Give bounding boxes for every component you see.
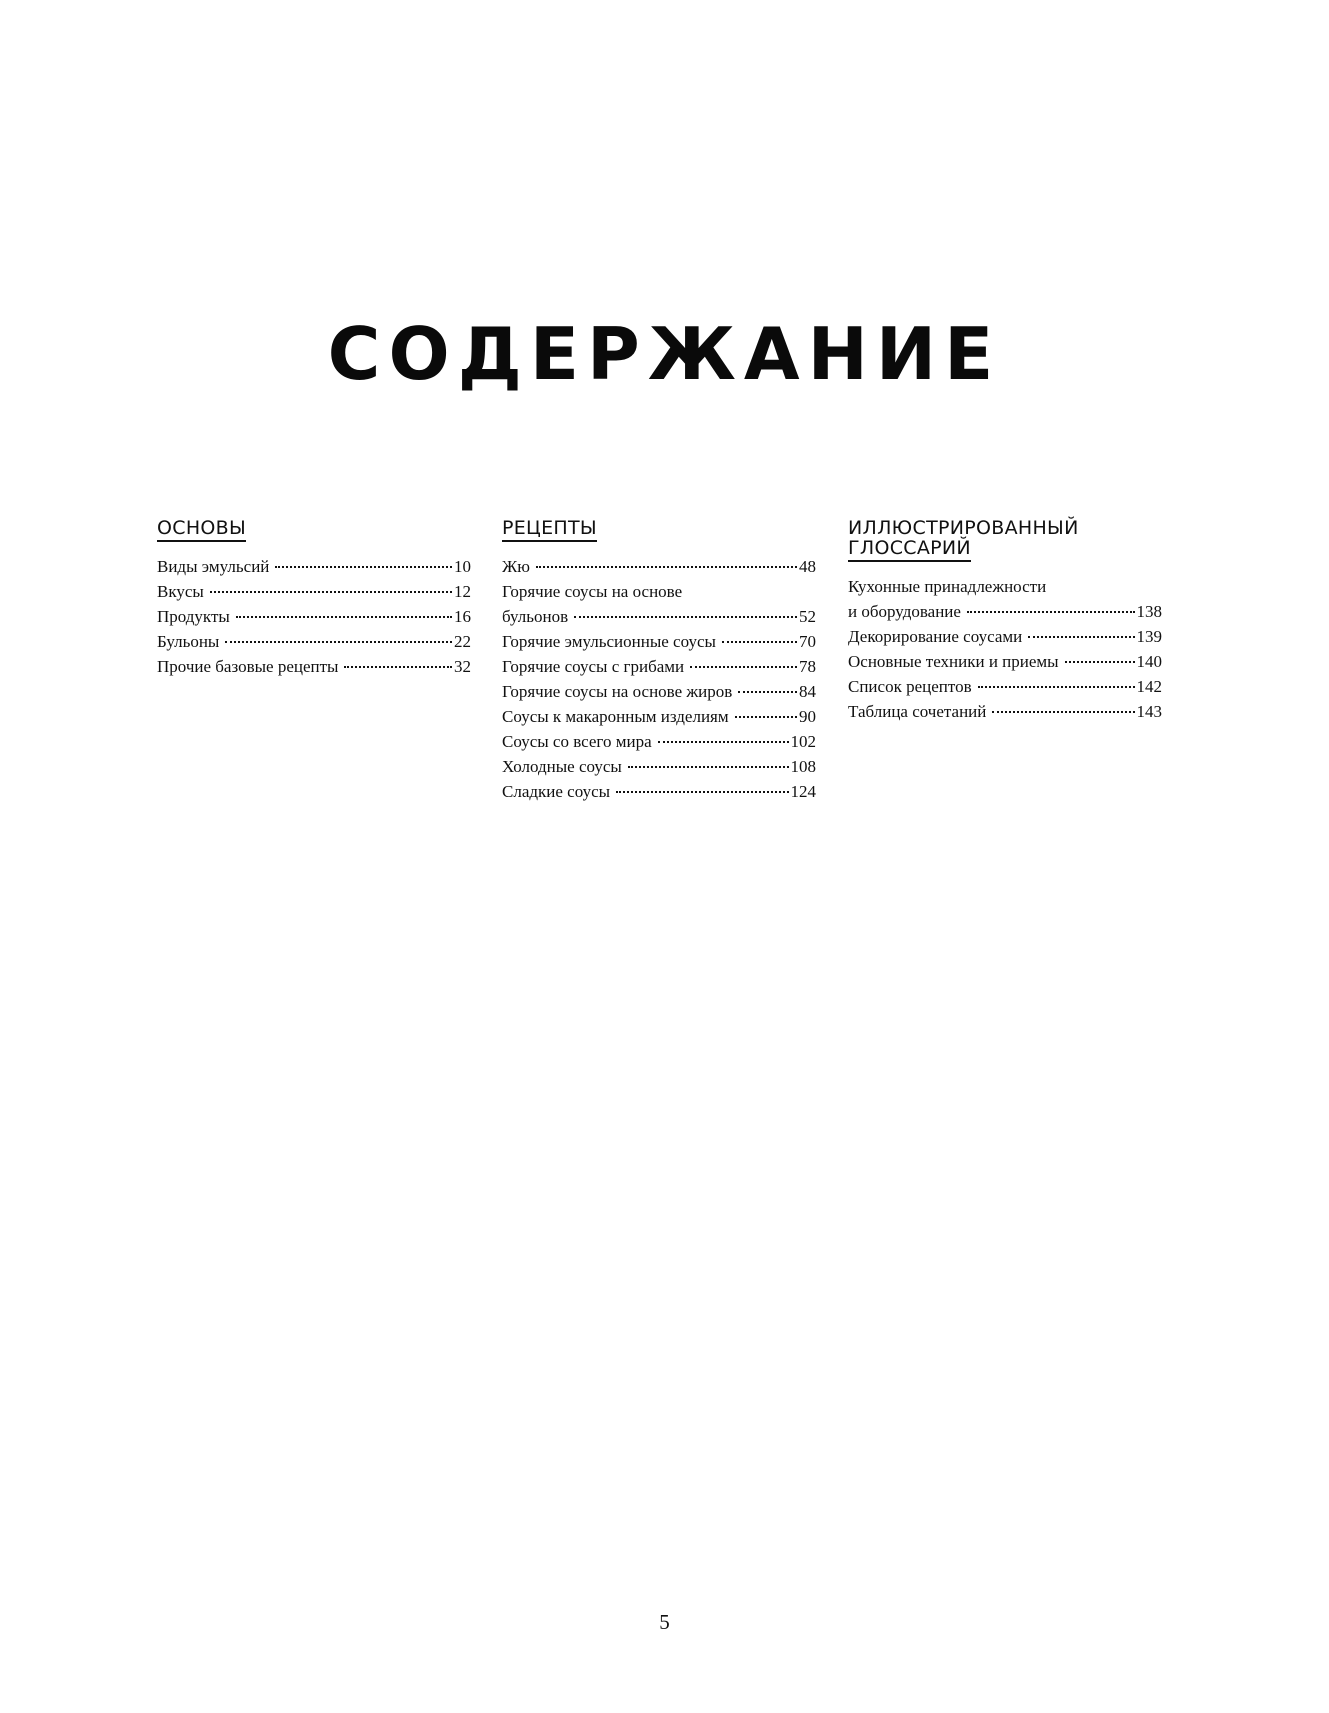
entry-title: Виды эмульсий	[157, 557, 270, 576]
page-title: СОДЕРЖАНИЕ	[327, 312, 1002, 396]
toc-entry[interactable]	[502, 754, 816, 779]
toc-entry[interactable]	[502, 729, 816, 754]
toc-entry[interactable]	[848, 699, 1162, 724]
entry-title: Жю	[502, 557, 530, 576]
entry-page-number: 84	[799, 682, 816, 701]
toc-entry[interactable]	[848, 574, 1162, 624]
entry-page-number: 138	[1136, 602, 1162, 621]
toc-list	[848, 574, 1162, 724]
entry-title: Список рецептов	[848, 677, 972, 696]
entry-page-number: 16	[454, 607, 471, 626]
entry-title: Сладкие соусы	[502, 782, 611, 801]
dot-leader	[658, 741, 789, 743]
section-heading-text: ОСНОВЫ	[157, 518, 246, 542]
toc-section-glossary	[848, 518, 1162, 724]
entry-page-number: 139	[1136, 627, 1162, 646]
dot-leader	[1028, 636, 1134, 638]
entry-title: Таблица сочетаний	[848, 702, 987, 721]
page-number: 5	[659, 1610, 670, 1634]
toc-entry[interactable]	[848, 624, 1162, 649]
dot-leader	[210, 591, 452, 593]
dot-leader	[690, 666, 797, 668]
dot-leader	[735, 716, 797, 718]
entry-title-line1: Кухонные принадлежности	[848, 577, 1047, 596]
dot-leader	[722, 641, 797, 643]
dot-leader	[738, 691, 797, 693]
entry-title: Соусы к макаронным изделиям	[502, 707, 729, 726]
toc-entry[interactable]	[502, 554, 816, 579]
entry-title: Бульоны	[157, 632, 220, 651]
entry-page-number: 140	[1136, 652, 1162, 671]
toc-entry[interactable]	[502, 654, 816, 679]
toc-section-recepty	[502, 518, 816, 804]
dot-leader	[992, 711, 1134, 713]
entry-title: Горячие соусы с грибами	[502, 657, 685, 676]
toc-section-osnovy	[157, 518, 471, 679]
entry-page-number: 32	[454, 657, 471, 676]
toc-entry[interactable]	[157, 604, 471, 629]
toc-entry[interactable]	[157, 654, 471, 679]
dot-leader	[967, 611, 1135, 613]
toc-entry[interactable]	[157, 554, 471, 579]
entry-page-number: 22	[454, 632, 471, 651]
dot-leader	[616, 791, 788, 793]
section-heading	[502, 518, 816, 542]
dot-leader	[225, 641, 452, 643]
section-heading-text: РЕЦЕПТЫ	[502, 518, 597, 542]
dot-leader	[978, 686, 1135, 688]
entry-page-number: 78	[799, 657, 816, 676]
toc-list	[157, 554, 471, 679]
toc-entry[interactable]	[157, 629, 471, 654]
dot-leader	[628, 766, 789, 768]
dot-leader	[275, 566, 452, 568]
toc-entry[interactable]	[502, 629, 816, 654]
entry-title: Прочие базовые рецепты	[157, 657, 339, 676]
dot-leader	[1065, 661, 1135, 663]
dot-leader	[344, 666, 452, 668]
toc-entry[interactable]	[502, 704, 816, 729]
entry-title: Горячие эмульсионные соусы	[502, 632, 716, 651]
toc-entry[interactable]	[848, 649, 1162, 674]
entry-title: Горячие соусы на основе жиров	[502, 682, 733, 701]
entry-page-number: 52	[799, 607, 816, 626]
entry-page-number: 108	[790, 757, 816, 776]
entry-page-number: 70	[799, 632, 816, 651]
dot-leader	[236, 616, 452, 618]
entry-title: бульонов	[502, 607, 569, 626]
section-heading-line1: ИЛЛЮСТРИРОВАННЫЙ	[848, 517, 1079, 539]
entry-page-number: 124	[790, 782, 816, 801]
dot-leader	[574, 616, 797, 618]
section-heading	[157, 518, 471, 542]
entry-page-number: 48	[799, 557, 816, 576]
toc-entry[interactable]	[502, 579, 816, 629]
entry-title: Декорирование соусами	[848, 627, 1023, 646]
entry-page-number: 142	[1136, 677, 1162, 696]
toc-entry[interactable]	[157, 579, 471, 604]
toc-entry[interactable]	[848, 674, 1162, 699]
dot-leader	[536, 566, 797, 568]
toc-entry[interactable]	[502, 779, 816, 804]
toc-entry[interactable]	[502, 679, 816, 704]
entry-title: Основные техники и приемы	[848, 652, 1059, 671]
entry-title-line1: Горячие соусы на основе	[502, 582, 683, 601]
entry-page-number: 12	[454, 582, 471, 601]
entry-title: Соусы со всего мира	[502, 732, 652, 751]
section-heading	[848, 518, 1162, 562]
toc-list	[502, 554, 816, 804]
entry-page-number: 10	[454, 557, 471, 576]
section-heading-text: ГЛОССАРИЙ	[848, 538, 971, 562]
entry-title: Продукты	[157, 607, 230, 626]
entry-title: Холодные соусы	[502, 757, 622, 776]
entry-page-number: 102	[790, 732, 816, 751]
entry-page-number: 90	[799, 707, 816, 726]
entry-page-number: 143	[1136, 702, 1162, 721]
entry-title: Вкусы	[157, 582, 204, 601]
entry-title: и оборудование	[848, 602, 961, 621]
